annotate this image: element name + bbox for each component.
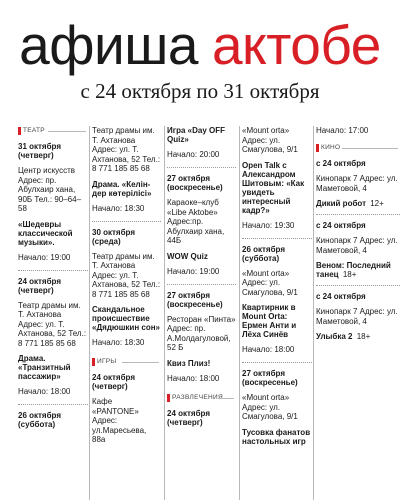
venue-address: Театр драмы им. Т. Ахтанова Адрес: ул. Т. Ахтанова, 52 Тел.: 8 771 185 85 68 — [18, 300, 87, 348]
listing-separator — [242, 362, 312, 363]
event-date: 27 октября (воскресенье) — [167, 290, 223, 309]
age-rating: 18+ — [342, 270, 357, 279]
film-title: Дикий робот — [316, 199, 366, 208]
film-title: Веном: Последний танец — [316, 261, 391, 279]
column-4 — [242, 126, 312, 500]
age-rating: 18+ — [356, 332, 371, 341]
section-cinema — [316, 143, 400, 153]
event-date: 27 октября (воскресенье) — [167, 174, 223, 192]
venue-address: Кинопарк 7 Адрес: ул. Маметовой, 4 — [316, 307, 398, 326]
listing-separator — [92, 221, 161, 222]
event-date: с 24 октября — [316, 221, 366, 230]
section-marker-bar — [18, 127, 21, 135]
age-rating: 12+ — [370, 199, 384, 208]
venue-address: Театр драмы им. Т. Ахтанова Адрес: ул. Т. Ахтанова, 52 Тел.: 8 771 185 85 68 — [92, 251, 161, 299]
venue-address: Караоке–клуб «Libe Aktobe» Адрес:пр. Абулхаир хана, 44Б — [167, 198, 225, 245]
start-time: Начало: 17:00 — [316, 126, 369, 135]
film-title: Улыбка 2 — [316, 332, 353, 341]
listing-separator — [18, 270, 88, 271]
masthead — [0, 0, 400, 108]
section-label: ТЕАТР — [23, 127, 45, 134]
section-label: РАЗВЛЕЧЕНИЯ — [172, 393, 223, 401]
section-label: ИГРЫ — [97, 358, 117, 365]
listing-separator — [242, 238, 312, 239]
title-word-aktobe: актобе — [211, 14, 381, 76]
column-2 — [92, 126, 161, 500]
start-time: Начало: 18:00 — [167, 373, 220, 383]
column-divider — [313, 126, 314, 500]
date-range-subtitle: с 24 октября по 31 октября — [80, 79, 320, 103]
start-time: Начало: 19:00 — [167, 266, 220, 276]
event-date: 26 октября (суббота) — [18, 411, 61, 429]
event-title: WOW Quiz — [167, 251, 208, 261]
venue-address: Кинопарк 7 Адрес: ул. Маметовой, 4 — [316, 174, 398, 193]
page-title — [0, 14, 400, 76]
start-time: Начало: 20:00 — [167, 150, 220, 159]
section-label: КИНО — [321, 144, 341, 151]
section-rule — [219, 398, 234, 399]
event-title: Драма. «Келін-дер көтерілісі» — [92, 179, 152, 198]
event-title — [316, 332, 400, 341]
event-title — [316, 261, 400, 279]
event-date: 27 октября (воскресенье) — [242, 369, 298, 387]
section-entertainment — [167, 393, 236, 403]
event-title: Тусовка фанатов настольных игр — [242, 427, 311, 446]
section-marker-bar — [167, 394, 170, 402]
event-title: Игра «Day OFF Quiz» — [167, 126, 225, 144]
event-date: 24 октября (четверг) — [167, 408, 210, 427]
title-word-afisha: афиша — [19, 14, 198, 76]
section-marker-bar — [92, 358, 95, 366]
event-title: Квиз Плиз! — [167, 358, 211, 368]
event-title — [316, 199, 400, 208]
listing-separator — [316, 214, 400, 215]
event-date: 31 октября (четверг) — [18, 142, 61, 160]
event-title: «Шедевры классической музыки». — [18, 219, 73, 247]
start-time: Начало: 19:30 — [242, 220, 295, 230]
section-marker-bar — [316, 144, 319, 152]
event-date: 24 октября (четверг) — [92, 373, 135, 391]
column-divider — [239, 126, 240, 500]
start-time: Начало: 18:00 — [18, 387, 71, 396]
event-title: Драма. «Транзитный пассажир» — [18, 354, 71, 381]
venue-address: Центр искусств Адрес: пр. Абулхаир хана, 90Б Тел.: 90–64–58 — [18, 166, 82, 213]
column-5 — [316, 126, 400, 500]
column-divider — [89, 126, 90, 500]
event-date: 24 октября (четверг) — [18, 276, 61, 295]
start-time: Начало: 18:00 — [242, 345, 295, 354]
event-date: 26 октября (суббота) — [242, 244, 285, 263]
venue-address: Театр драмы им. Т. Ахтанова Адрес: ул. Т. Ахтанова, 52 Тел.: 8 771 185 85 68 — [92, 126, 161, 173]
venue-address: «Mount orta» Адрес: ул. Смагулова, 9/1 — [242, 268, 298, 297]
venue-address: Кинопарк 7 Адрес: ул. Маметовой, 4 — [316, 236, 398, 255]
event-date: 30 октября (среда) — [92, 227, 135, 246]
venue-address: «Mount orta» Адрес: ул. Смагулова, 9/1 — [242, 126, 298, 154]
venue-address: Кафе «PANTONE» Адрес: ул.Маресьева, 88а — [92, 397, 147, 444]
listing-separator — [167, 167, 236, 168]
section-rule — [342, 148, 398, 149]
venue-address: «Mount orta» Адрес: ул. Смагулова, 9/1 — [242, 393, 298, 421]
column-1 — [18, 126, 88, 500]
listing-separator — [18, 404, 88, 405]
event-date: с 24 октября — [316, 159, 366, 168]
event-title: Open Talk с Александром Шитовым: «Как увидеть интересный кадр?» — [242, 160, 305, 215]
event-title: Квартирник в Mount Orta: Ермен Анти и Лёха Синёв — [242, 303, 297, 339]
section-rule — [122, 362, 159, 363]
section-theatre — [18, 126, 88, 136]
venue-address: Ресторан «Пинта» Адрес: пр. А.Молдагуловой, 52 Б — [167, 314, 236, 352]
event-date: с 24 октября — [316, 292, 366, 301]
listing-separator — [167, 284, 236, 285]
column-3 — [167, 126, 236, 500]
column-divider — [164, 126, 165, 500]
start-time: Начало: 18:30 — [92, 203, 145, 213]
start-time: Начало: 19:00 — [18, 252, 71, 262]
start-time: Начало: 18:30 — [92, 338, 145, 347]
section-rule — [48, 131, 86, 132]
listing-separator — [316, 285, 400, 286]
event-title: Скандальное происшествие «Дядюшкин сон» — [92, 305, 160, 332]
section-games — [92, 357, 161, 367]
